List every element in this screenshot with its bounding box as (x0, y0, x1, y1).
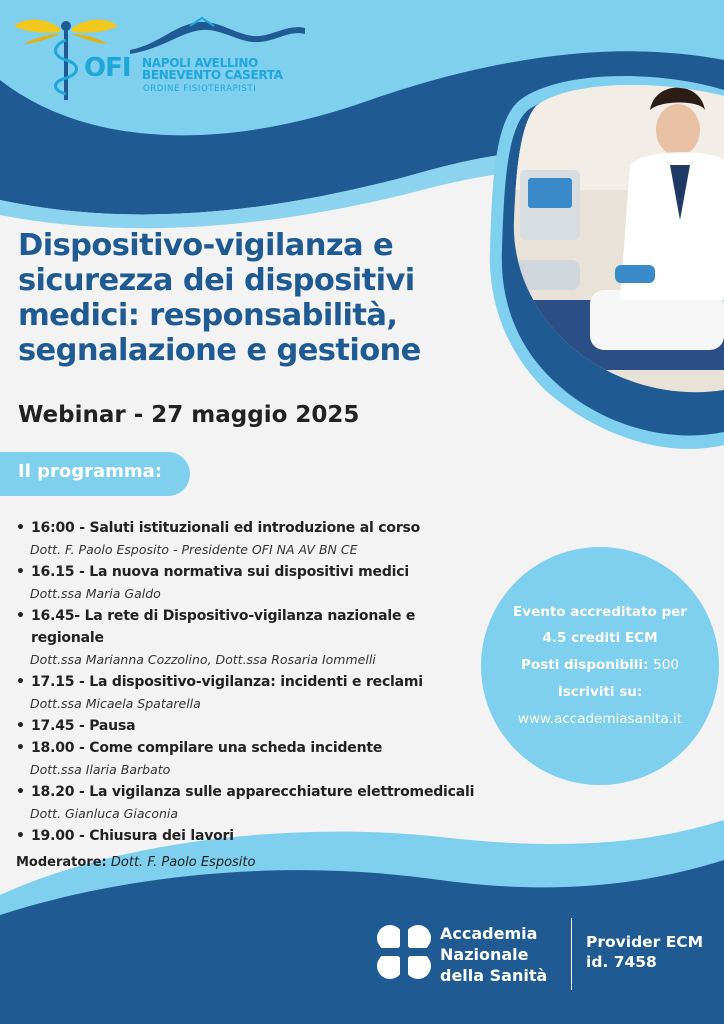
program-list (16, 517, 486, 847)
program-item-speaker: Dott. F. Paolo Esposito - Presidente OFI NA AV BN CE (30, 542, 358, 557)
website-link[interactable]: www.accademiasanita.it (517, 711, 683, 727)
logo-regions-line2: BENEVENTO CASERTA (142, 68, 283, 82)
accreditation-line2: 4.5 crediti ECM (542, 630, 658, 646)
program-item-title: 17.15 - La dispositivo-vigilanza: incidenti e reclami (31, 674, 423, 690)
bullet-icon: • (16, 608, 25, 624)
bullet-icon: • (16, 520, 25, 536)
program-item-speaker: Dott.ssa Micaela Spatarella (30, 696, 201, 711)
logo-regions (142, 57, 283, 81)
program-item (16, 561, 486, 605)
program-item (16, 671, 486, 715)
program-item-title: 16.15 - La nuova normativa sui dispositivi medici (31, 564, 409, 580)
seats-value: 500 (653, 657, 679, 673)
accreditation-line1: Evento accreditato per (513, 604, 687, 620)
academy-line: Accademia (440, 924, 538, 943)
program-item-speaker: Dott. Gianluca Giaconia (30, 806, 179, 821)
program-item (16, 715, 486, 737)
program-item-title: 17.45 - Pausa (31, 718, 136, 734)
program-item-title: 18.20 - La vigilanza sulle apparecchiature elettromedicali (31, 784, 475, 800)
program-item (16, 825, 486, 847)
logo-org: ORDINE FISIOTERAPISTI (143, 84, 257, 94)
physiotherapist-photo (500, 70, 724, 400)
program-item-speaker: Dott.ssa Ilaria Barbato (30, 762, 171, 777)
logo-brand: OFI (84, 53, 131, 83)
academy-line: Nazionale (440, 945, 529, 964)
program-item (16, 517, 486, 561)
seats-line (481, 657, 719, 673)
bullet-icon: • (16, 674, 25, 690)
academy-cross-logo-icon (374, 922, 434, 982)
program-item-speaker: Dott.ssa Marianna Cozzolino, Dott.ssa Rosaria Iommelli (30, 652, 376, 667)
title-line: sicurezza dei dispositivi (18, 263, 415, 298)
event-subtitle: Webinar - 27 maggio 2025 (18, 402, 360, 428)
provider-line1: Provider ECM (586, 933, 704, 951)
title-line: Dispositivo-vigilanza e (18, 228, 394, 263)
program-item (16, 781, 486, 825)
bullet-icon: • (16, 828, 25, 844)
bullet-icon: • (16, 718, 25, 734)
program-item-title: 16.45- La rete di Dispositivo-vigilanza nazionale e regionale (31, 608, 416, 646)
program-item (16, 737, 486, 781)
provider-line2: id. 7458 (586, 953, 657, 971)
mountain-logo-icon (130, 14, 305, 62)
program-item-title: 16:00 - Saluti istituzionali ed introduzione al corso (31, 520, 421, 536)
title-line: segnalazione e gestione (18, 333, 421, 368)
moderator-name: Dott. F. Paolo Esposito (110, 855, 256, 870)
program-item-title: 19.00 - Chiusura dei lavori (31, 828, 234, 844)
provider-info (586, 932, 703, 972)
bullet-icon: • (16, 784, 25, 800)
program-item (16, 605, 486, 671)
title-line: medici: responsabilità, (18, 298, 398, 333)
academy-line: della Sanità (440, 966, 548, 985)
logo-regions-line1: NAPOLI AVELLINO (142, 56, 259, 70)
academy-name (440, 923, 547, 986)
program-heading: Il programma: (18, 461, 163, 482)
program-item-speaker: Dott.ssa Maria Galdo (30, 586, 161, 601)
signup-label: Iscriviti su: (557, 684, 643, 700)
program-item-title: 18.00 - Come compilare una scheda incidente (31, 740, 383, 756)
moderator-label: Moderatore: (16, 855, 107, 870)
moderator (16, 855, 255, 870)
footer-divider (571, 918, 572, 990)
bullet-icon: • (16, 740, 25, 756)
page-title (18, 228, 488, 368)
bullet-icon: • (16, 564, 25, 580)
seats-label: Posti disponibili: (521, 657, 649, 673)
